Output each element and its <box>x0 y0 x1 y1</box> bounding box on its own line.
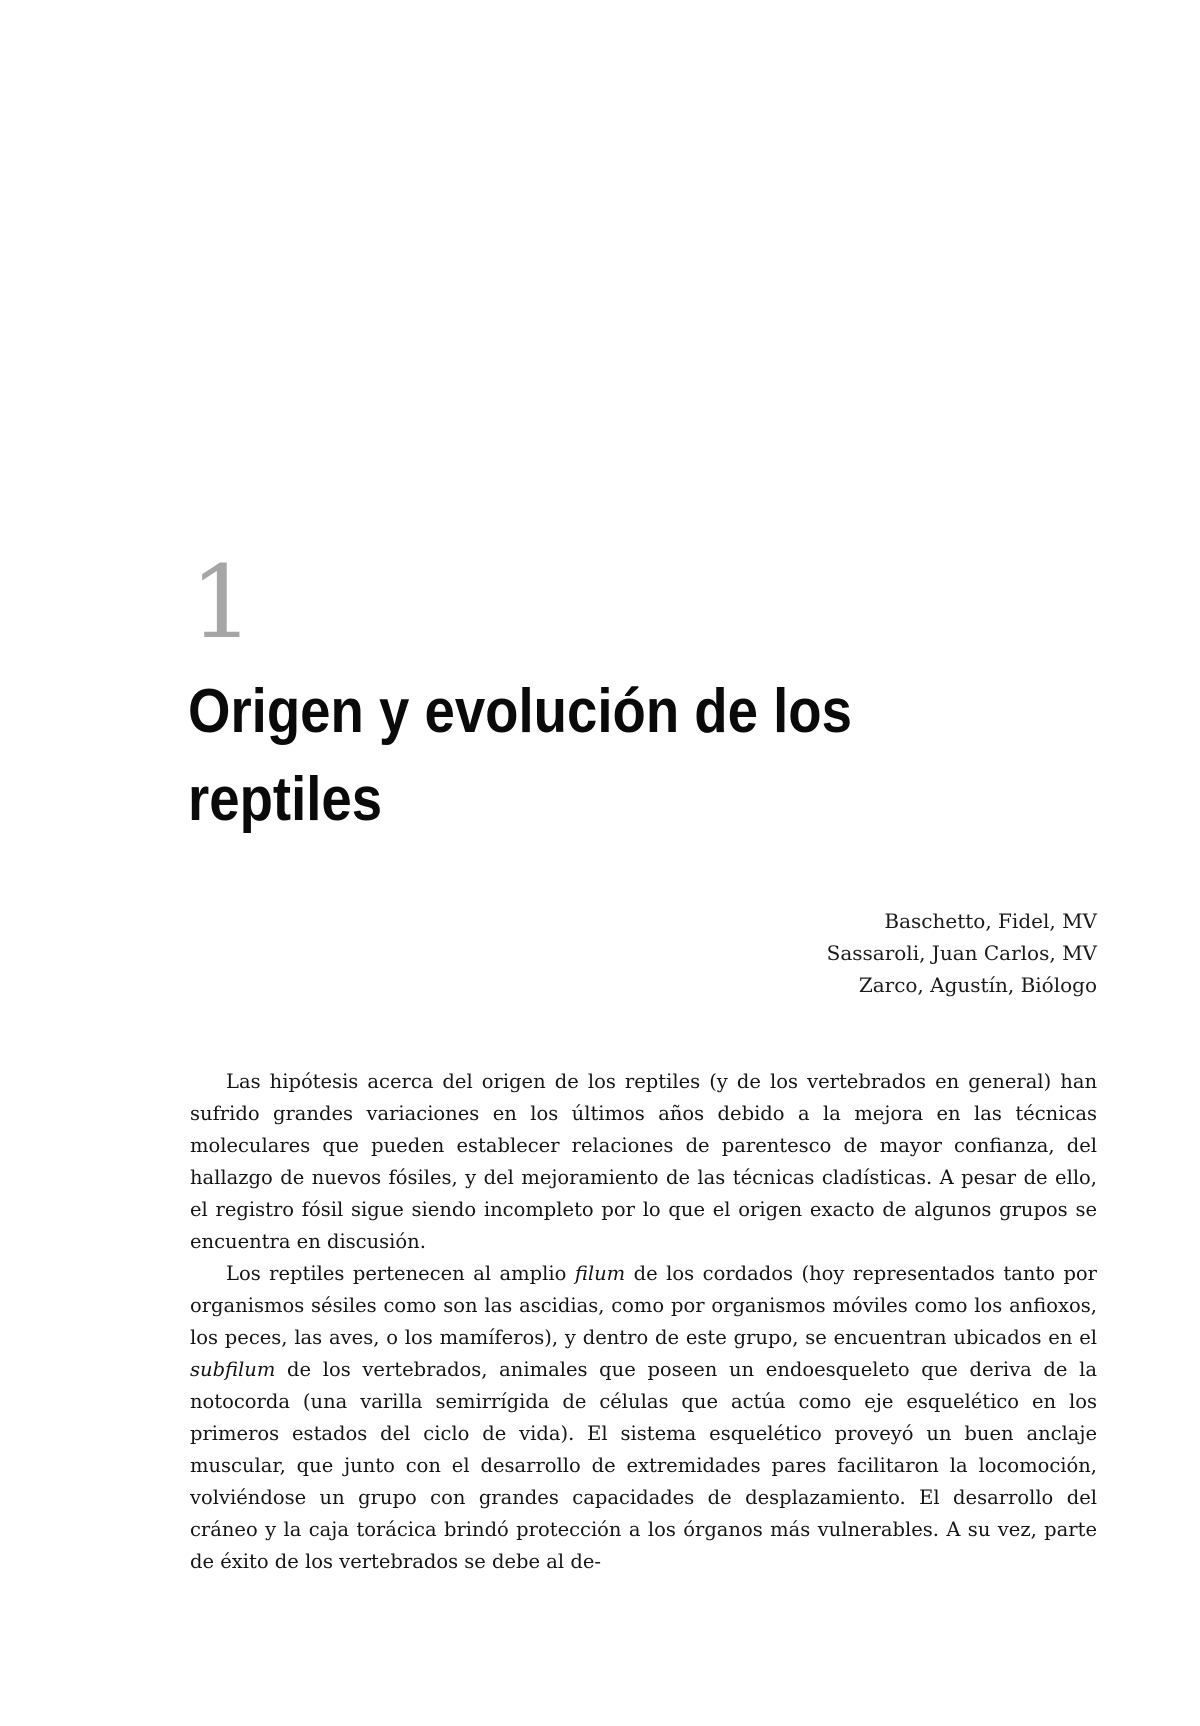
paragraph-2-text: de los vertebrados, animales que poseen un endoesqueleto que deriva de la notocorda (una varilla semirrígida de células que actúa como eje esquelético en los primeros estados del ciclo de vida). El sistema esquelético proveyó un buen anclaje muscular, que junto con el desarrollo de extremidades pares facilitaron la locomoción, volviéndose un grupo con grandes capacidades de desplazamiento. El desarrollo del cráneo y la caja torácica brindó protección a los órganos más vulnerables. A su vez, parte de éxito de los vertebrados se debe al de- <box>190 1358 1097 1573</box>
paragraph-2-text: Los reptiles pertenecen al amplio <box>226 1262 575 1285</box>
paragraph-2-text: de los cordados (hoy representados tanto por organismos sésiles como son las ascidias, como por organismos móviles como los anfioxos, los peces, las aves, o los mamíferos), y dentro de este grupo, se encuentran ubicados en el <box>190 1262 1097 1349</box>
body-text <box>190 1066 1097 1578</box>
italic-term-filum: filum <box>574 1262 626 1285</box>
chapter-number: 1 <box>190 544 254 661</box>
chapter-title: Origen y evolución de los reptiles <box>188 677 852 834</box>
author-name: Baschetto, Fidel, MV <box>884 909 1097 933</box>
author-name: Zarco, Agustín, Biólogo <box>858 973 1097 997</box>
italic-term-subfilum: subfilum <box>190 1358 276 1381</box>
paragraph-1: Las hipótesis acerca del origen de los reptiles (y de los vertebrados en general) han sufrido grandes variaciones en los últimos años debido a la mejora en las técnicas moleculares que pueden establecer relaciones de parentesco de mayor confianza, del hallazgo de nuevos fósiles, y del mejoramiento de las técnicas cladísticas. A pesar de ello, el registro fósil sigue siendo incompleto por lo que el origen exacto de algunos grupos se encuentra en discusión. <box>190 1070 1097 1253</box>
author-name: Sassaroli, Juan Carlos, MV <box>826 941 1097 965</box>
author-list <box>827 905 1097 1001</box>
paragraph-2 <box>190 1258 1097 1578</box>
